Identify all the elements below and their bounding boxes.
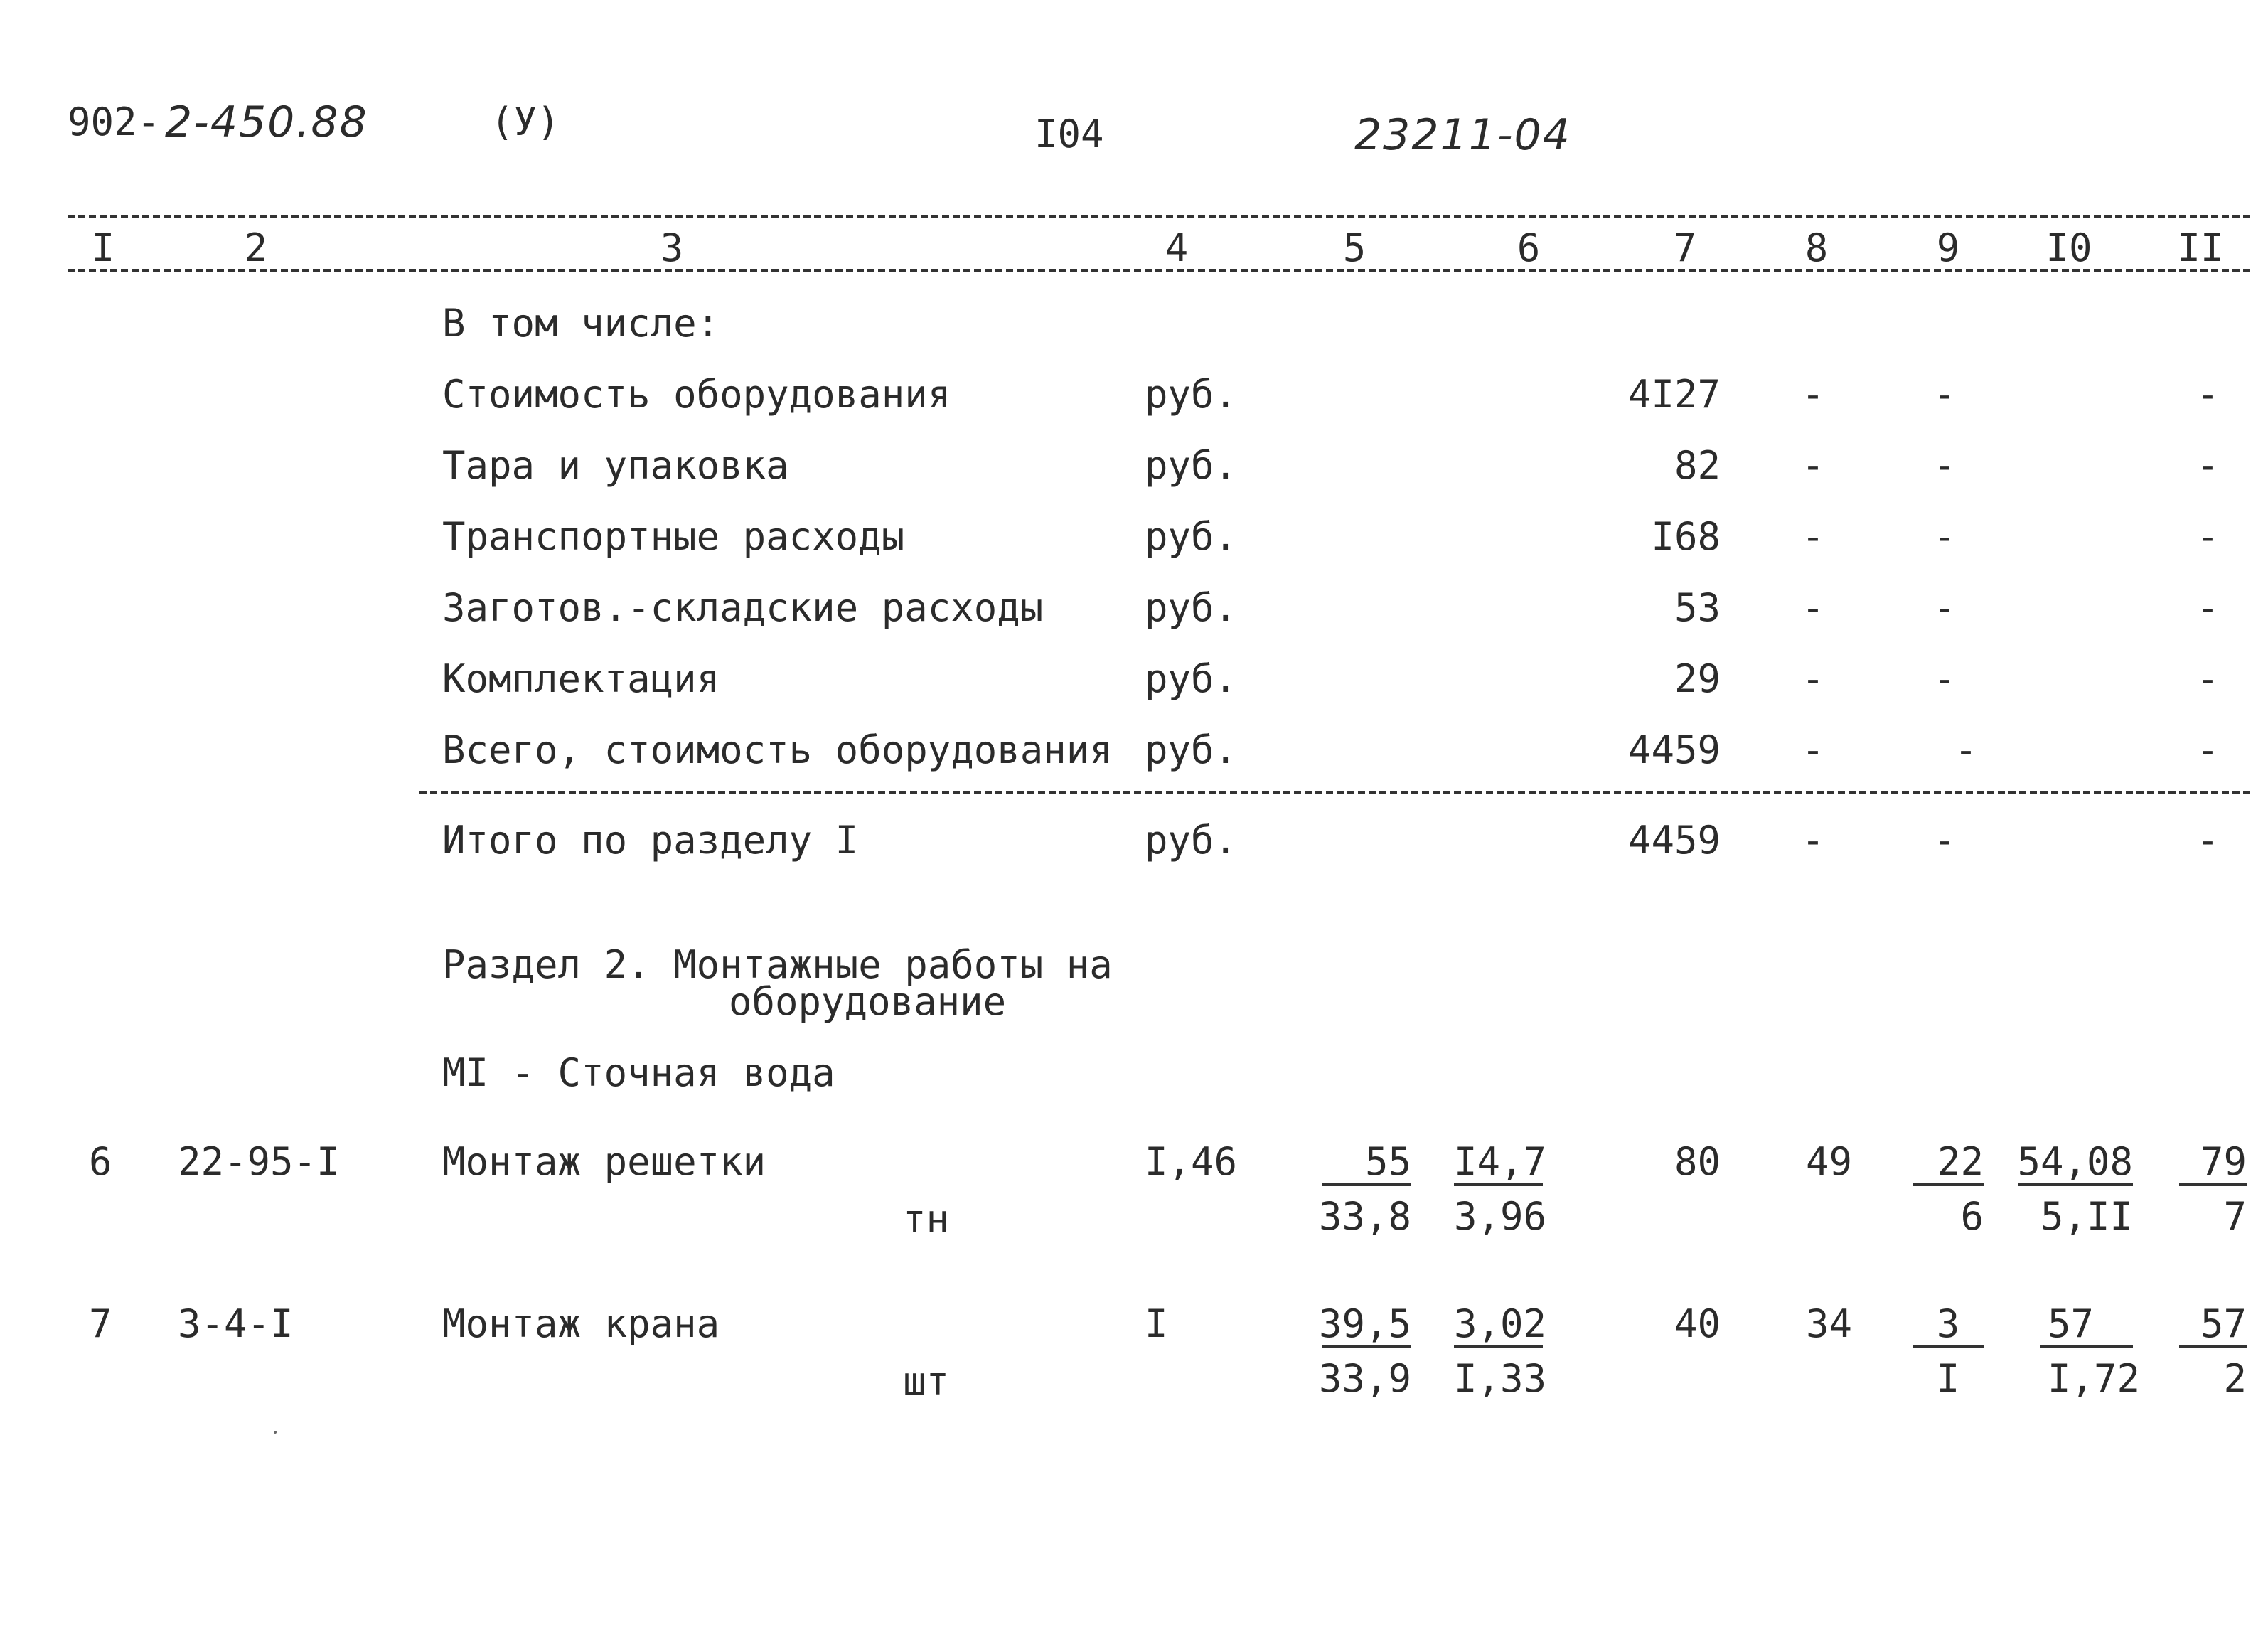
column-header-7: 7 <box>1673 225 1697 270</box>
row-unit: руб. <box>1145 727 1238 772</box>
col6-bottom: 3,96 <box>1454 1194 1547 1239</box>
col9-bottom: 6 <box>1960 1194 1984 1239</box>
col11-bottom: 2 <box>2223 1356 2247 1401</box>
col5-fraction-line <box>1322 1183 1411 1186</box>
item-number: 6 <box>89 1139 112 1184</box>
item-qty: I <box>1145 1301 1168 1346</box>
row-unit: руб. <box>1145 372 1238 417</box>
total-name: Итого по разделу I <box>442 818 859 863</box>
column-header-9: 9 <box>1936 225 1960 270</box>
section1-subheading: В том числе: <box>442 301 720 346</box>
item-code: 3-4-I <box>178 1301 294 1346</box>
scan-speck <box>274 1431 277 1434</box>
item-code: 22-95-I <box>178 1139 340 1184</box>
row-name: Всего, стоимость оборудования <box>442 727 1113 772</box>
row-name: Транспортные расходы <box>442 514 905 559</box>
page-number: I04 <box>1034 112 1104 156</box>
col5-bottom: 33,8 <box>1318 1194 1411 1239</box>
total-unit: руб. <box>1145 818 1238 863</box>
row-name: Комплектация <box>442 656 720 701</box>
section2-title-line2: оборудование <box>729 979 1007 1024</box>
section2-title-line1: Раздел 2. Монтажные работы на <box>442 942 1113 987</box>
section2-subheading: MI - Сточная вода <box>442 1050 835 1095</box>
col6-top: I4,7 <box>1454 1139 1547 1184</box>
total-col7: 4459 <box>1627 818 1721 863</box>
row-unit: руб. <box>1145 514 1238 559</box>
handwritten-reference: 23211-04 <box>1354 110 1571 160</box>
col10-top: 57 <box>2048 1301 2095 1346</box>
col6-fraction-line <box>1454 1345 1543 1348</box>
col9-top: 22 <box>1937 1139 1984 1184</box>
col9-fraction-line <box>1913 1183 1984 1186</box>
item-name: Монтаж решетки <box>442 1139 766 1184</box>
subtotal-rule <box>419 791 2250 794</box>
row-col8: - <box>1801 514 1825 559</box>
row-name: Стоимость оборудования <box>442 372 951 417</box>
row-unit: руб. <box>1145 443 1238 488</box>
row-col11: - <box>2195 443 2220 488</box>
col11-bottom: 7 <box>2223 1194 2247 1239</box>
doc-code-handwritten: 2-450.88 <box>165 97 368 147</box>
row-col7: 4I27 <box>1627 372 1721 417</box>
col9-fraction-line <box>1913 1345 1984 1348</box>
column-header-6: 6 <box>1517 225 1541 270</box>
row-col7: 4459 <box>1627 727 1721 772</box>
doc-mark: (У) <box>491 100 560 144</box>
row-col9: - <box>1954 727 1978 772</box>
row-col11: - <box>2195 514 2220 559</box>
header-top-rule <box>68 215 2250 218</box>
col10-bottom: 5,II <box>2040 1194 2133 1239</box>
column-header-11: II <box>2177 225 2224 270</box>
col6-bottom: I,33 <box>1454 1356 1547 1401</box>
col11-top: 79 <box>2200 1139 2247 1184</box>
col10-bottom: I,72 <box>2048 1356 2141 1401</box>
row-col11: - <box>2195 727 2220 772</box>
col8-value: 34 <box>1805 1301 1852 1346</box>
row-col7: I68 <box>1651 514 1721 559</box>
row-col8: - <box>1801 372 1825 417</box>
item-number: 7 <box>89 1301 112 1346</box>
row-col8: - <box>1801 585 1825 630</box>
row-col9: - <box>1932 514 1957 559</box>
total-col8: - <box>1801 818 1825 863</box>
col5-bottom: 33,9 <box>1318 1356 1411 1401</box>
doc-code-printed: 902- <box>68 100 161 144</box>
col10-fraction-line <box>2040 1345 2133 1348</box>
row-col8: - <box>1801 443 1825 488</box>
item-unit: шт <box>903 1359 950 1404</box>
col6-top: 3,02 <box>1454 1301 1547 1346</box>
col10-top: 54,08 <box>2017 1139 2133 1184</box>
col9-top: 3 <box>1936 1301 1960 1346</box>
col8-value: 49 <box>1805 1139 1852 1184</box>
column-header-4: 4 <box>1165 225 1189 270</box>
column-header-3: 3 <box>660 225 684 270</box>
col9-bottom: I <box>1936 1356 1960 1401</box>
col7-value: 40 <box>1674 1301 1721 1346</box>
item-unit: тн <box>903 1197 950 1242</box>
col5-top: 39,5 <box>1318 1301 1411 1346</box>
col11-top: 57 <box>2200 1301 2247 1346</box>
col5-fraction-line <box>1322 1345 1411 1348</box>
column-header-10: I0 <box>2045 225 2092 270</box>
col11-fraction-line <box>2179 1345 2247 1348</box>
col7-value: 80 <box>1674 1139 1721 1184</box>
row-col9: - <box>1932 656 1957 701</box>
row-col7: 53 <box>1674 585 1721 630</box>
row-col7: 29 <box>1674 656 1721 701</box>
col11-fraction-line <box>2179 1183 2247 1186</box>
row-col11: - <box>2195 656 2220 701</box>
row-unit: руб. <box>1145 656 1238 701</box>
row-col8: - <box>1801 727 1825 772</box>
column-header-8: 8 <box>1804 225 1829 270</box>
column-header-1: I <box>91 225 115 270</box>
row-col11: - <box>2195 372 2220 417</box>
row-name: Тара и упаковка <box>442 443 789 488</box>
header-bottom-rule <box>68 269 2250 272</box>
total-col9: - <box>1932 818 1957 863</box>
row-col7: 82 <box>1674 443 1721 488</box>
row-col9: - <box>1932 585 1957 630</box>
column-header-2: 2 <box>244 225 268 270</box>
item-qty: I,46 <box>1145 1139 1238 1184</box>
col10-fraction-line <box>2018 1183 2133 1186</box>
total-col11: - <box>2195 818 2220 863</box>
column-header-5: 5 <box>1342 225 1366 270</box>
row-col9: - <box>1932 372 1957 417</box>
item-name: Монтаж крана <box>442 1301 720 1346</box>
row-name: Заготов.-складские расходы <box>442 585 1044 630</box>
row-col8: - <box>1801 656 1825 701</box>
row-unit: руб. <box>1145 585 1238 630</box>
col6-fraction-line <box>1454 1183 1543 1186</box>
row-col11: - <box>2195 585 2220 630</box>
row-col9: - <box>1932 443 1957 488</box>
col5-top: 55 <box>1364 1139 1411 1184</box>
